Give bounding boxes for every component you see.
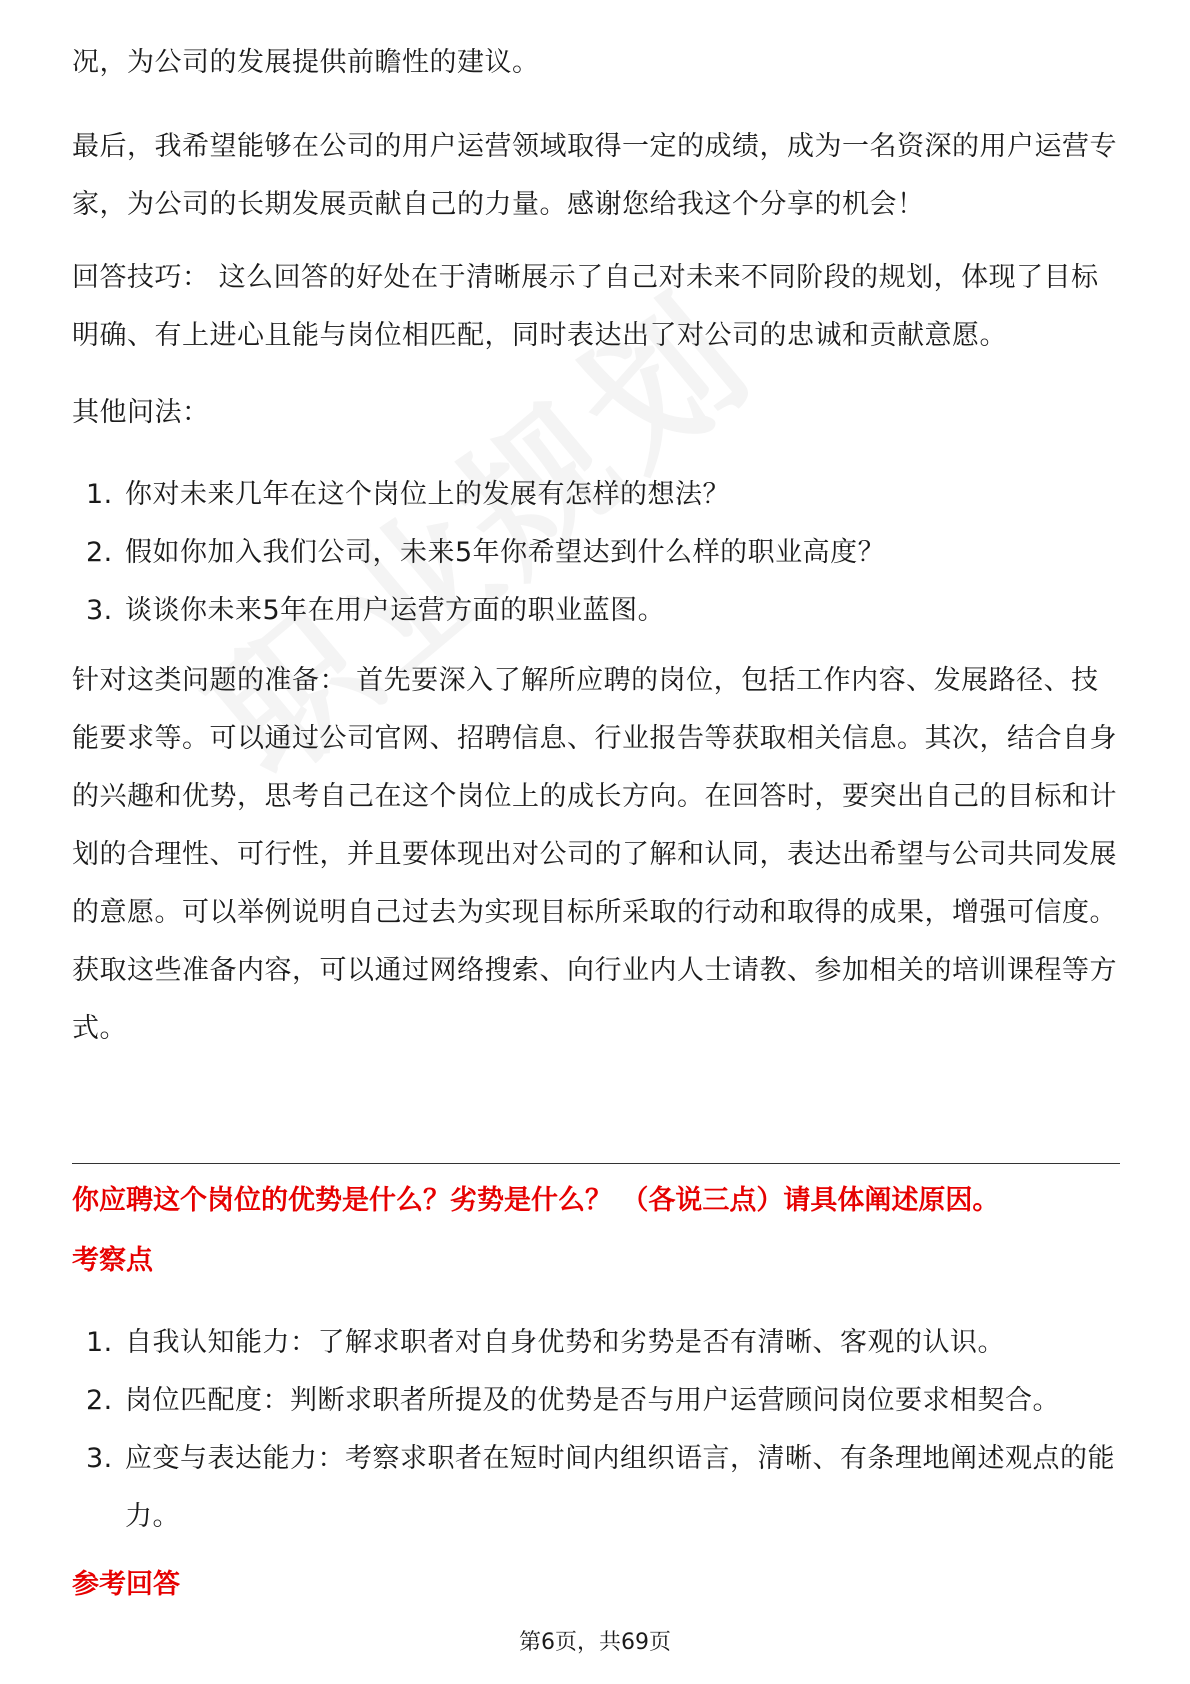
list-item-text: 应变与表达能力：考察求职者在短时间内组织语言，清晰、有条理地阐述观点的能力。 <box>125 1443 1115 1532</box>
list-number: 1. <box>86 479 113 510</box>
focus-points-list <box>72 1314 1120 1546</box>
list-number: 3. <box>86 1443 113 1474</box>
paragraph-continuation: 况，为公司的发展提供前瞻性的建议。 <box>72 47 540 78</box>
list-item-text: 谈谈你未来5年在用户运营方面的职业蓝图。 <box>125 595 666 626</box>
focus-points-label: 考察点 <box>72 1245 153 1276</box>
paragraph-preparation: 针对这类问题的准备： 首先要深入了解所应聘的岗位，包括工作内容、发展路径、技能要求等。可以通过公司官网、招聘信息、行业报告等获取相关信息。其次，结合自身的兴趣和优势，思考自己在这个岗位上的成长方向。在回答时，要突出自己的目标和计划的合理性、可行性，并且要体现出对公司的了解和认同，表达出希望与公司共同发展的意愿。可以举例说明自己过去为实现目标所采取的行动和取得的成果，增强可信度。获取这些准备内容，可以通过网络搜索、向行业内人士请教、参加相关的培训课程等方式。 <box>72 665 1117 1044</box>
reference-answer-label: 参考回答 <box>72 1569 180 1600</box>
list-number: 2. <box>86 537 113 568</box>
page-footer: 第6页，共69页 <box>519 1630 671 1655</box>
list-item <box>72 582 1120 640</box>
paragraph-answer-tips: 回答技巧： 这么回答的好处在于清晰展示了自己对未来不同阶段的规划，体现了目标明确、有上进心且能与岗位相匹配，同时表达出了对公司的忠诚和贡献意愿。 <box>72 262 1099 351</box>
list-number: 3. <box>86 595 113 626</box>
other-questions-list <box>72 466 1120 640</box>
list-item-text: 假如你加入我们公司，未来5年你希望达到什么样的职业高度？ <box>125 537 886 568</box>
other-questions-heading: 其他问法： <box>72 397 210 428</box>
paragraph-closing: 最后，我希望能够在公司的用户运营领域取得一定的成绩，成为一名资深的用户运营专家，为公司的长期发展贡献自己的力量。感谢您给我这个分享的机会！ <box>72 131 1117 220</box>
list-item-text: 自我认知能力：了解求职者对自身优势和劣势是否有清晰、客观的认识。 <box>125 1327 1005 1358</box>
list-item-text: 岗位匹配度：判断求职者所提及的优势是否与用户运营顾问岗位要求相契合。 <box>125 1385 1060 1416</box>
section-divider <box>72 1163 1120 1164</box>
list-item <box>72 1372 1120 1430</box>
list-item <box>72 1430 1120 1546</box>
list-item-text: 你对未来几年在这个岗位上的发展有怎样的想法？ <box>125 479 730 510</box>
question-title: 你应聘这个岗位的优势是什么？劣势是什么？ （各说三点）请具体阐述原因。 <box>72 1185 1000 1216</box>
list-item <box>72 524 1120 582</box>
list-number: 1. <box>86 1327 113 1358</box>
list-item <box>72 1314 1120 1372</box>
list-number: 2. <box>86 1385 113 1416</box>
list-item <box>72 466 1120 524</box>
